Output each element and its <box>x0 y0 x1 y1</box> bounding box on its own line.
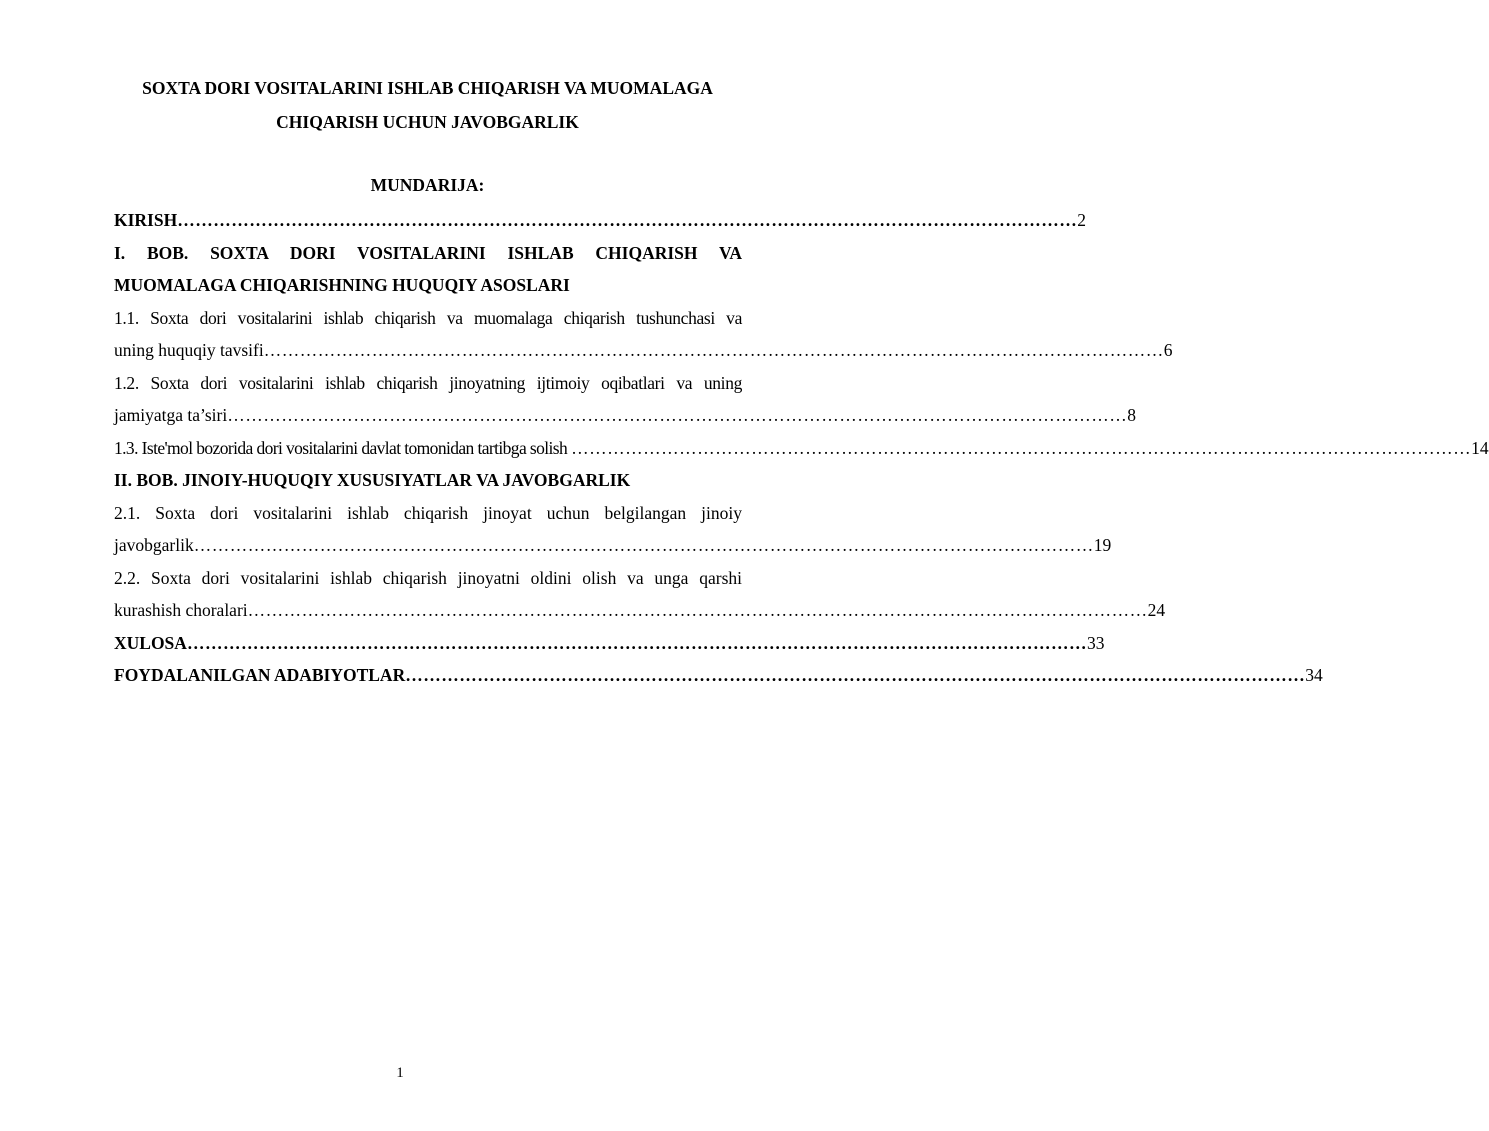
toc-leader-dots: …………………………………………………………………………………………………………………………………… <box>186 632 1087 653</box>
toc-leader-dots: …………………………………………………………………………………………………………………………………… <box>247 600 1148 620</box>
toc-entry-line: 1.1. Soxta dori vositalarini ishlab chiqarish va muomalaga chiqarish tushunchasi va <box>114 307 742 328</box>
title-line-1: SOXTA DORI VOSITALARINI ISHLAB CHIQARISH VA MUOMALAGA <box>142 78 713 98</box>
document-title <box>110 71 745 139</box>
toc-entry-label: 1.3. Iste'mol bozorida dori vositalarini davlat tomonidan tartibga solish <box>114 437 568 458</box>
toc-entry-1-1[interactable] <box>114 302 1173 367</box>
toc-page-number: 34 <box>1305 665 1323 685</box>
toc-entry-label: uning huquqiy tavsifi <box>114 340 264 360</box>
toc-leader-dots: …………………………………………………………………………………………………………………………………… <box>227 405 1128 425</box>
toc-entry-1-3[interactable] <box>114 432 1489 465</box>
toc-entry-label: XULOSA <box>114 632 187 653</box>
toc-entry-label: jamiyatga ta’siri <box>114 405 228 425</box>
toc-entry-label: javobgarlik <box>114 535 194 555</box>
toc-page-number: 24 <box>1147 600 1166 620</box>
toc-entry-2-1[interactable] <box>114 497 1112 562</box>
toc-entry-intro[interactable] <box>114 204 1086 237</box>
toc-leader-dots: …………………………………………………………………………………………………………………………………… <box>571 437 1472 458</box>
toc-entry-1-2[interactable] <box>114 367 1136 432</box>
toc-page-number: 33 <box>1086 632 1105 653</box>
toc-page-number: 2 <box>1077 210 1086 230</box>
toc-entry-line: 2.1. Soxta dori vositalarini ishlab chiqarish jinoyat uchun belgilangan jinoiy <box>114 502 742 523</box>
toc-chapter-1[interactable] <box>114 237 742 302</box>
toc-chapter-line: MUOMALAGA CHIQARISHNING HUQUQIY ASOSLARI <box>114 275 570 295</box>
toc-leader-dots: …………………………………………………………………………………………………………………………………… <box>177 210 1078 230</box>
toc-entry-label: FOYDALANILGAN ADABIYOTLAR <box>114 665 406 685</box>
page-number: 1 <box>396 1065 404 1081</box>
toc-page-number: 8 <box>1127 405 1136 425</box>
toc-entry-label: kurashish choralari <box>114 600 248 620</box>
toc-heading: MUNDARIJA: <box>370 175 485 195</box>
title-line-2: CHIQARISH UCHUN JAVOBGARLIK <box>276 112 579 132</box>
table-of-contents <box>114 204 1489 692</box>
toc-leader-dots: …………………………………………………………………………………………………………………………………… <box>193 535 1094 555</box>
toc-chapter-line: II. BOB. JINOIY-HUQUQIY XUSUSIYATLAR VA JAVOBGARLIK <box>114 470 631 490</box>
toc-chapter-line: I. BOB. SOXTA DORI VOSITALARINI ISHLAB CHIQARISH VA <box>114 242 742 263</box>
toc-entry-line: 2.2. Soxta dori vositalarini ishlab chiqarish jinoyatni oldini olish va unga qarshi <box>114 567 742 588</box>
toc-chapter-2[interactable] <box>114 464 742 497</box>
toc-leader-dots: …………………………………………………………………………………………………………………………………… <box>263 340 1164 360</box>
toc-entry-label: KIRISH <box>114 210 178 230</box>
toc-page-number: 6 <box>1163 340 1173 360</box>
toc-page-number: 19 <box>1093 535 1112 555</box>
toc-leader-dots: …………………………………………………………………………………………………………………………………… <box>405 665 1306 685</box>
toc-entry-conclusion[interactable] <box>114 627 1105 660</box>
toc-entry-references[interactable] <box>114 659 1323 692</box>
toc-page-number: 14 <box>1471 437 1489 458</box>
toc-entry-line: 1.2. Soxta dori vositalarini ishlab chiqarish jinoyatning ijtimoiy oqibatlari va uning <box>114 372 742 393</box>
toc-entry-2-2[interactable] <box>114 562 1166 627</box>
